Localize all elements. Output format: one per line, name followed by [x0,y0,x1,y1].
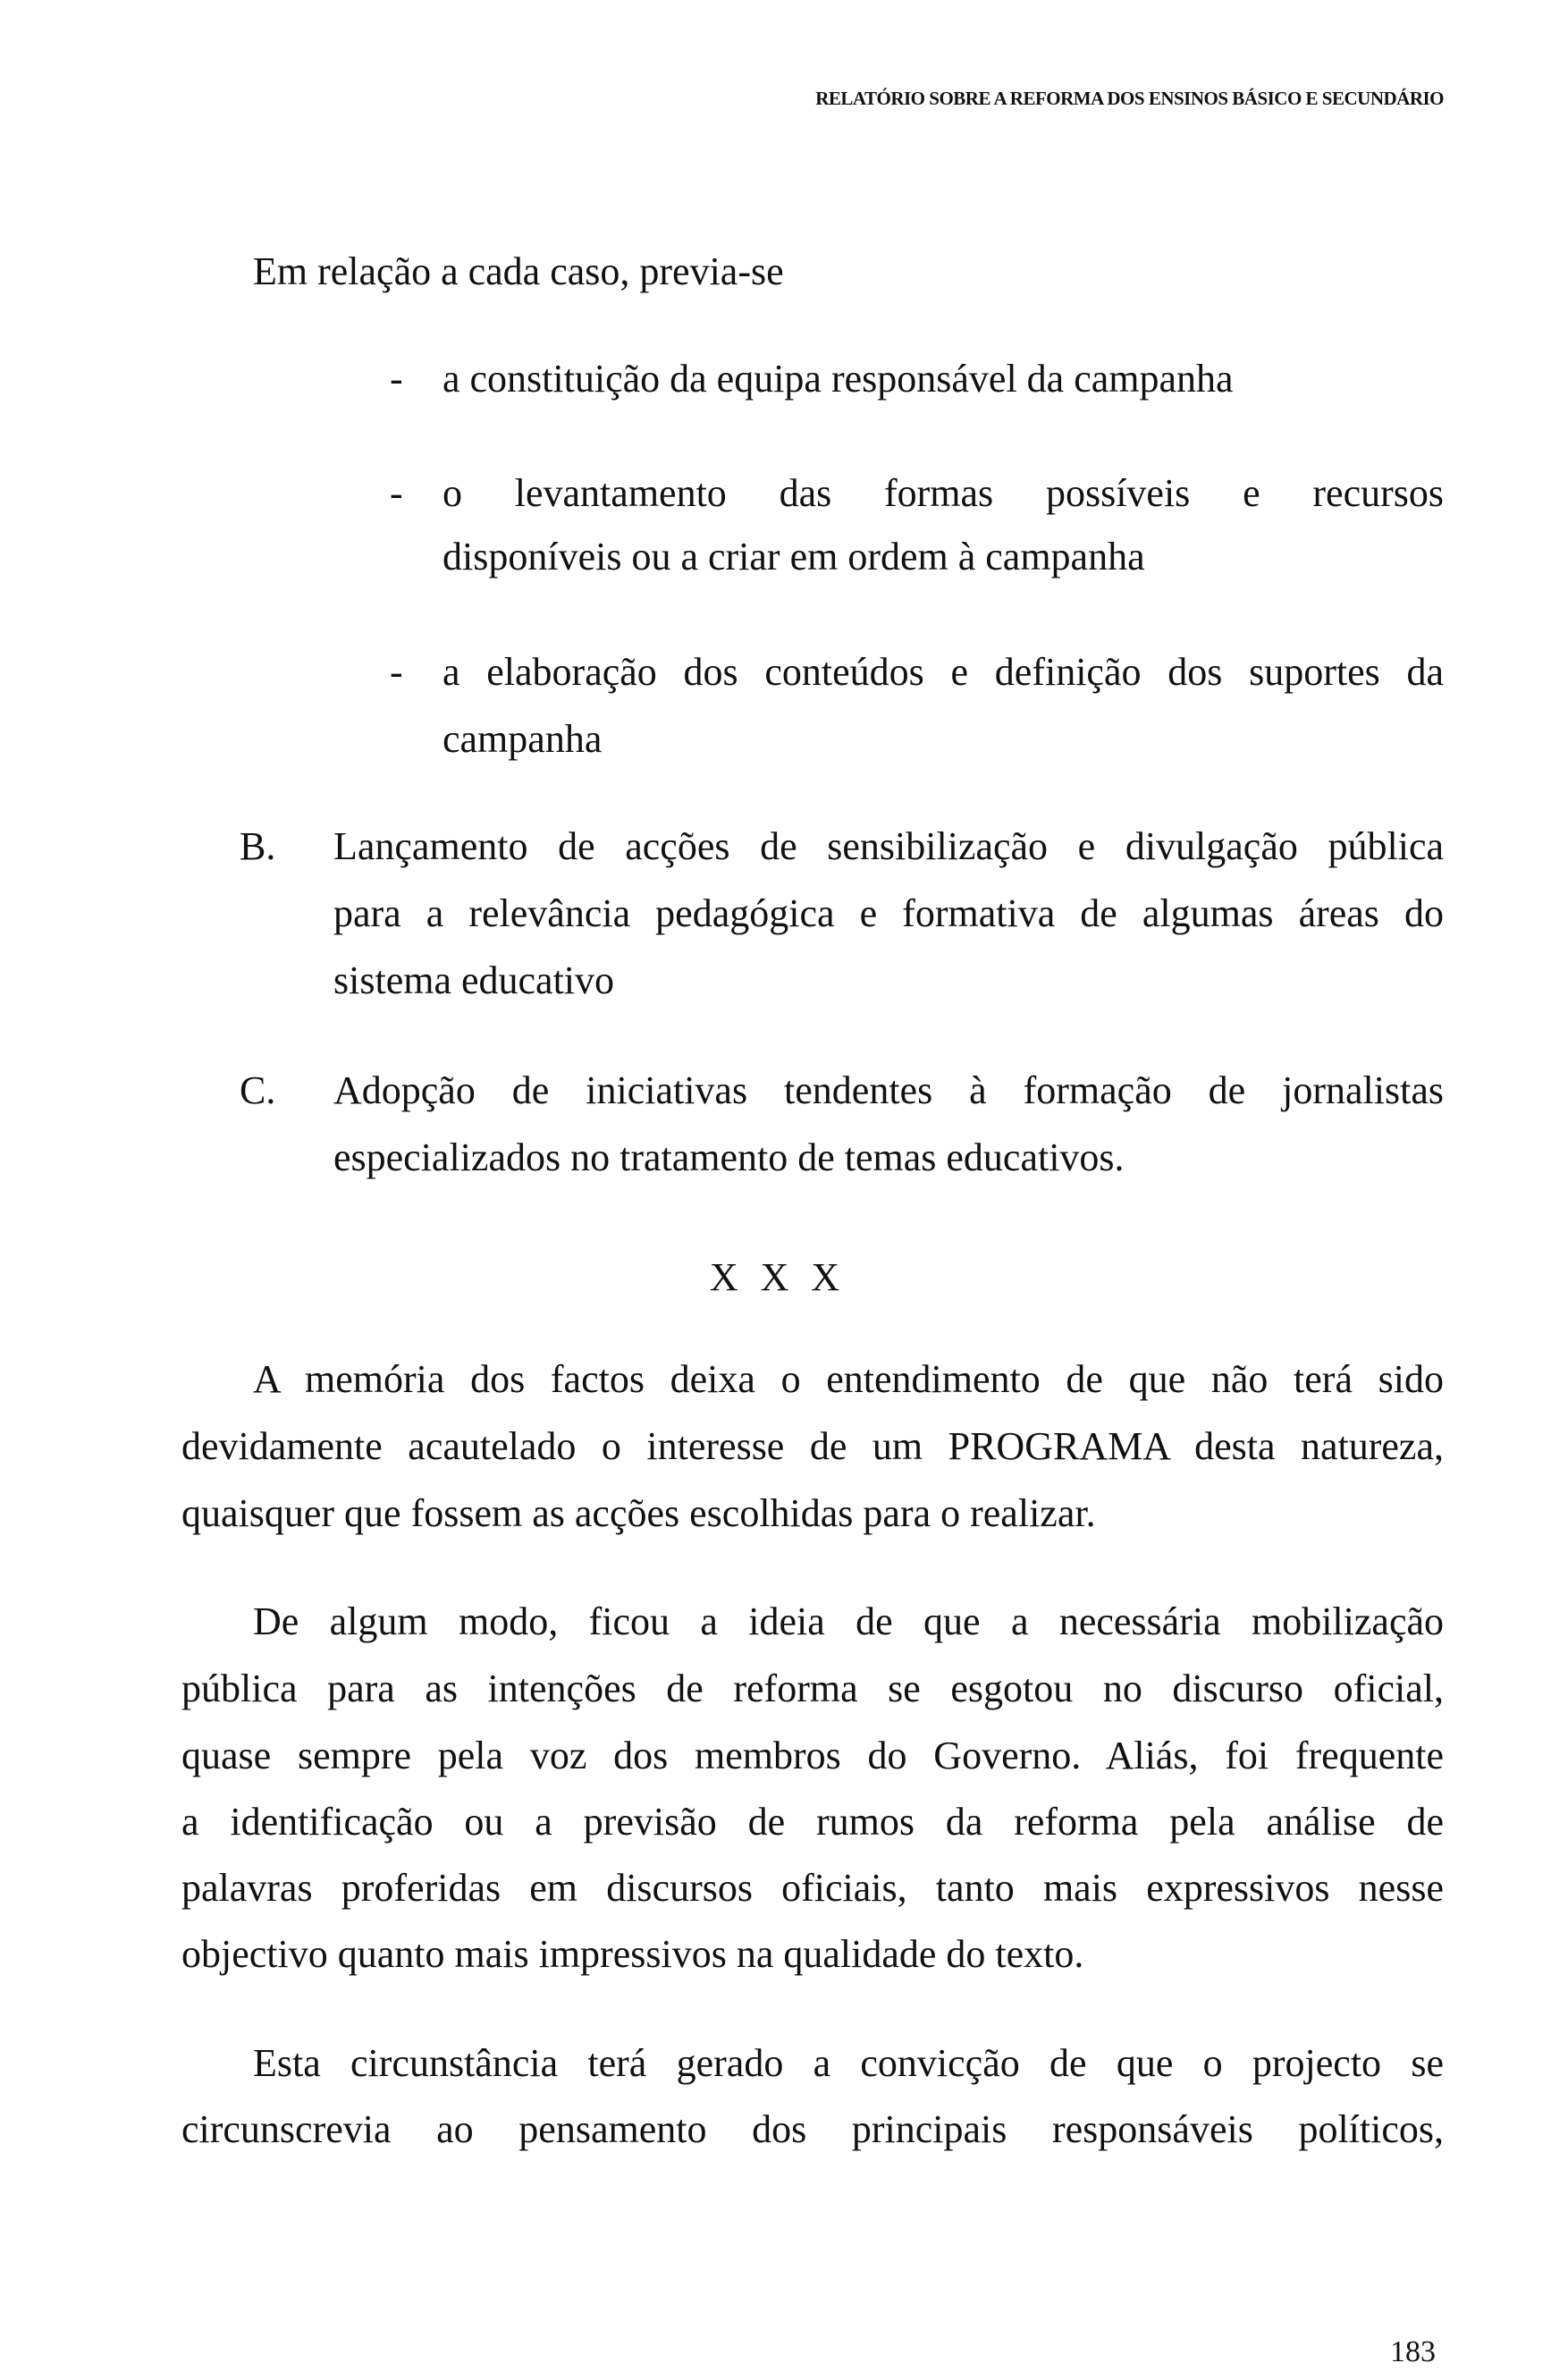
item-marker-b: B. [240,824,276,868]
running-header: RELATÓRIO SOBRE A REFORMA DOS ENSINOS BÁSICO E SECUNDÁRIO [815,88,1444,109]
paragraph-line: objectivo quanto mais impressivos na qualidade do texto. [181,1932,1084,1976]
bullet-text: a elaboração dos conteúdos e definição dos suportes da [443,650,1444,694]
item-text: Lançamento de acções de sensibilização e divulgação pública [333,824,1444,868]
bullet-dash: - [390,471,403,515]
paragraph-line: Esta circunstância terá gerado a convicção de que o projecto se [253,2041,1444,2085]
paragraph-line: De algum modo, ficou a ideia de que a necessária mobilização [253,1599,1444,1643]
bullet-text: a constituição da equipa responsável da campanha [443,357,1234,401]
bullet-dash: - [390,650,403,694]
paragraph-line: quase sempre pela voz dos membros do Governo. Aliás, foi frequente [181,1734,1444,1777]
item-marker-c: C. [240,1068,276,1112]
bullet-text: disponíveis ou a criar em ordem à campanha [443,535,1145,578]
paragraph-line: a identificação ou a previsão de rumos da reforma pela análise de [181,1800,1444,1844]
item-text: Adopção de iniciativas tendentes à formação de jornalistas [333,1068,1444,1112]
section-separator: X X X [709,1255,842,1299]
paragraph-line: pública para as intenções de reforma se esgotou no discurso oficial, [181,1667,1444,1710]
item-text: especializados no tratamento de temas educativos. [333,1135,1125,1179]
paragraph-line: circunscrevia ao pensamento dos principais responsáveis políticos, [181,2107,1444,2151]
page-number: 183 [1390,2335,1436,2368]
bullet-dash: - [390,357,403,401]
bullet-text: o levantamento das formas possíveis e recursos [443,471,1444,515]
bullet-text: campanha [443,717,603,761]
item-text: sistema educativo [333,958,615,1002]
paragraph-line: palavras proferidas em discursos oficiais, tanto mais expressivos nesse [181,1866,1444,1910]
paragraph-line: A memória dos factos deixa o entendimento de que não terá sido [253,1357,1444,1401]
item-text: para a relevância pedagógica e formativa de algumas áreas do [333,891,1444,935]
paragraph-line: devidamente acautelado o interesse de um PROGRAMA desta natureza, [181,1424,1444,1468]
paragraph-line: quaisquer que fossem as acções escolhidas para o realizar. [181,1491,1096,1535]
intro-text: Em relação a cada caso, previa-se [253,249,784,293]
